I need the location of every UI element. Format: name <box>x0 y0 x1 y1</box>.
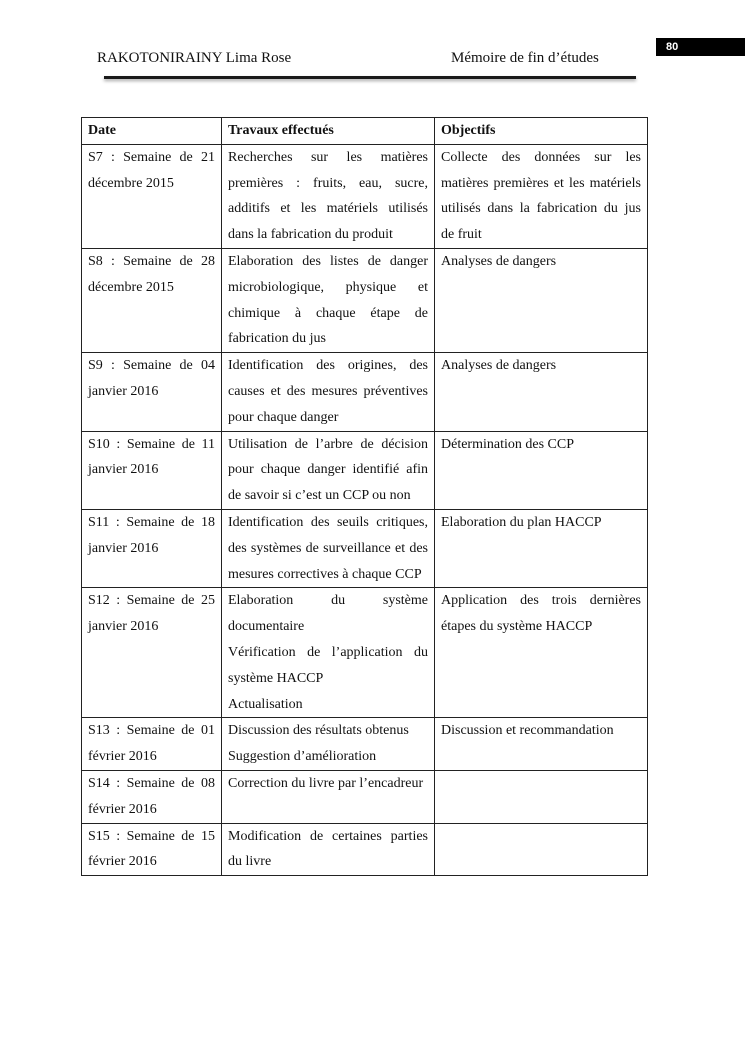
row-objectif: Discussion et recommandation <box>435 718 648 771</box>
row-travaux <box>222 144 435 248</box>
page-number: 80 <box>656 38 745 56</box>
travaux-line: Modification de certaines parties du livre <box>228 828 428 870</box>
table-row <box>82 588 648 718</box>
row-date: S10 : Semaine de 11 janvier 2016 <box>82 431 222 509</box>
row-travaux <box>222 248 435 352</box>
travaux-line: Utilisation de l’arbre de décision pour chaque danger identifié afin de savoir si c’est un CCP ou non <box>228 436 428 504</box>
table-row <box>82 770 648 823</box>
row-date: S7 : Semaine de 21 décembre 2015 <box>82 144 222 248</box>
travaux-line: Suggestion d’amélioration <box>228 749 377 765</box>
row-objectif <box>435 770 648 823</box>
row-objectif: Collecte des données sur les matières premières et les matériels utilisés dans la fabrication du jus de fruit <box>435 144 648 248</box>
travaux-line: Correction du livre par l’encadreur <box>228 775 424 791</box>
table-header-row <box>82 118 648 145</box>
row-travaux <box>222 770 435 823</box>
travaux-line: Recherches sur les matières premières : fruits, eau, sucre, additifs et les matériels utilisés dans la fabrication du produit <box>228 149 428 243</box>
travaux-line: Identification des seuils critiques, des systèmes de surveillance et des mesures correctives à chaque CCP <box>228 514 428 582</box>
row-date: S14 : Semaine de 08 février 2016 <box>82 770 222 823</box>
travaux-line: Actualisation <box>228 696 303 712</box>
header-author: RAKOTONIRAINY Lima Rose <box>97 50 292 66</box>
table-row <box>82 248 648 352</box>
schedule-table <box>81 117 648 876</box>
header-title: Mémoire de fin d’études <box>451 50 599 66</box>
row-date: S9 : Semaine de 04 janvier 2016 <box>82 353 222 431</box>
table-row <box>82 353 648 431</box>
row-travaux <box>222 353 435 431</box>
table-row <box>82 144 648 248</box>
table-row <box>82 823 648 876</box>
column-header-date: Date <box>82 118 222 145</box>
row-objectif: Analyses de dangers <box>435 248 648 352</box>
travaux-line: Discussion des résultats obtenus <box>228 723 409 739</box>
row-travaux <box>222 431 435 509</box>
row-travaux <box>222 509 435 587</box>
row-date: S13 : Semaine de 01 février 2016 <box>82 718 222 771</box>
row-objectif: Détermination des CCP <box>435 431 648 509</box>
travaux-line: Vérification de l’application du système HACCP <box>228 644 428 686</box>
table-row <box>82 431 648 509</box>
row-travaux <box>222 718 435 771</box>
row-objectif: Elaboration du plan HACCP <box>435 509 648 587</box>
row-travaux <box>222 588 435 718</box>
row-date: S12 : Semaine de 25 janvier 2016 <box>82 588 222 718</box>
table-row <box>82 509 648 587</box>
travaux-line: Elaboration des listes de danger microbiologique, physique et chimique à chaque étape de fabrication du jus <box>228 253 428 347</box>
table-row <box>82 718 648 771</box>
row-objectif <box>435 823 648 876</box>
row-date: S11 : Semaine de 18 janvier 2016 <box>82 509 222 587</box>
column-header-objectifs: Objectifs <box>435 118 648 145</box>
column-header-travaux: Travaux effectués <box>222 118 435 145</box>
row-date: S8 : Semaine de 28 décembre 2015 <box>82 248 222 352</box>
row-objectif: Application des trois dernières étapes du système HACCP <box>435 588 648 718</box>
row-objectif: Analyses de dangers <box>435 353 648 431</box>
row-date: S15 : Semaine de 15 février 2016 <box>82 823 222 876</box>
travaux-line: Identification des origines, des causes et des mesures préventives pour chaque danger <box>228 358 428 425</box>
row-travaux <box>222 823 435 876</box>
travaux-line: Elaboration du système documentaire <box>228 593 428 635</box>
header-divider <box>104 76 636 79</box>
